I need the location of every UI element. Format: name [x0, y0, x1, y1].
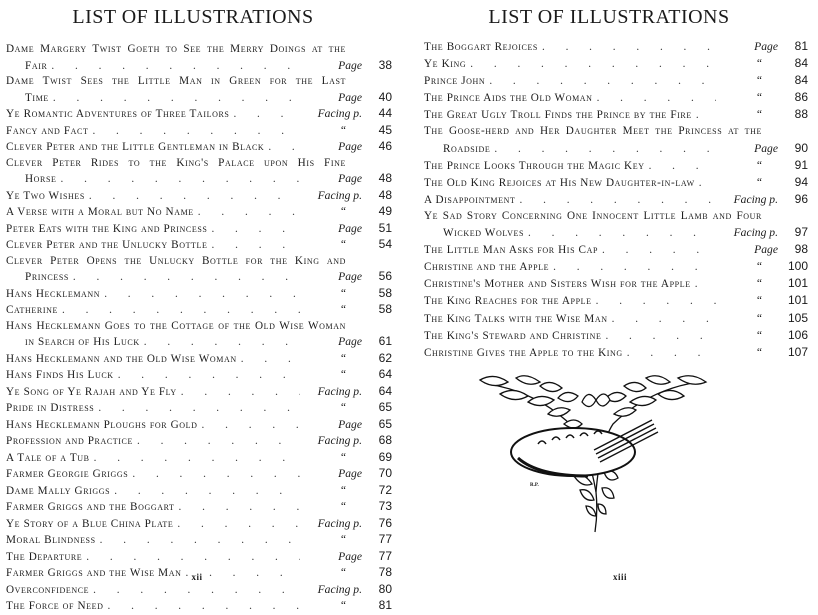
list-item	[6, 42, 392, 74]
entry-title: Moral Blindness	[6, 534, 96, 546]
page-number-value: 40	[378, 89, 392, 104]
dot-leader	[597, 90, 716, 106]
page-title: LIST OF ILLUSTRATIONS	[72, 6, 314, 28]
list-item	[6, 139, 392, 156]
page-number-value: 54	[378, 237, 392, 251]
page-type-label: “	[339, 286, 347, 300]
entry-title: The Boggart Rejoices	[424, 41, 538, 53]
page-number-value: 101	[787, 276, 808, 291]
entry-title: in Search of His Luck	[25, 336, 140, 348]
page-type-label: “	[755, 158, 763, 172]
list-item	[6, 74, 392, 106]
palette-laurel-ornament-icon	[478, 372, 708, 542]
list-item	[6, 598, 392, 615]
page-type-label: “	[339, 450, 347, 464]
entry-title: Ye King	[424, 58, 467, 71]
page-type-label: “	[755, 294, 763, 308]
page-type-label: Facing p.	[317, 434, 362, 447]
page-number-value: 100	[787, 259, 808, 274]
list-item	[6, 450, 392, 467]
page-type-label: “	[755, 175, 763, 189]
list-item	[424, 55, 808, 72]
entry-title: Profession and Practice	[6, 435, 133, 447]
entry-title-line: The Goose-herd and Her Daughter Meet the Princess at the	[424, 125, 762, 138]
page-number-value: 65	[378, 416, 392, 431]
page-number-value: 76	[378, 515, 392, 530]
page-number-value: 58	[378, 285, 392, 300]
list-item	[6, 221, 392, 238]
page-type-label: Facing p.	[733, 226, 778, 240]
page-number-value: 56	[378, 269, 392, 283]
entry-title: Christine Gives the Apple to the King	[424, 346, 623, 359]
page-number-value: 84	[794, 73, 808, 88]
entry-title: Ye Romantic Adventures of Three Tailors	[6, 108, 230, 120]
page-number-value: 77	[378, 532, 392, 546]
entry-title-line: Dame Twist Sees the Little Man in Green for the Last	[6, 75, 346, 87]
page-number-value: 96	[794, 191, 808, 206]
page-number-value: 68	[378, 433, 392, 447]
entry-title-line: Clever Peter Rides to the King's Palace upon His Fine	[6, 156, 346, 169]
list-item	[6, 319, 392, 351]
dot-leader	[605, 328, 716, 344]
page-number-value: 51	[378, 220, 392, 235]
page-type-label: “	[339, 500, 347, 513]
vignette-signature: R.P.	[530, 483, 539, 488]
entry-title: Horse	[25, 173, 57, 185]
list-item	[6, 188, 392, 205]
page-type-label: “	[339, 238, 347, 251]
entry-title: Fancy and Fact	[6, 124, 89, 137]
illustrations-list	[6, 42, 392, 615]
dot-leader	[612, 311, 716, 327]
dot-leader	[98, 401, 300, 417]
list-item	[6, 254, 392, 286]
entry-title: Farmer Griggs and the Boggart	[6, 501, 175, 513]
page-type-label: Facing p.	[317, 384, 362, 398]
entry-title: Prince John	[424, 75, 486, 88]
dot-leader	[108, 599, 300, 615]
list-item	[6, 516, 392, 533]
page-type-label: Page	[338, 58, 362, 72]
page-type-label: Page	[338, 90, 362, 104]
list-item	[6, 204, 392, 221]
page-type-label: “	[755, 260, 763, 274]
palette	[511, 428, 635, 476]
entry-title: Peter Eats with the King and Princess	[6, 222, 208, 235]
page-type-label: “	[755, 74, 763, 88]
list-item	[424, 106, 808, 123]
dot-leader	[602, 242, 716, 258]
list-item	[424, 258, 808, 275]
list-item	[6, 106, 392, 123]
page-number-value: 105	[787, 310, 808, 325]
page-number-value: 48	[378, 187, 392, 202]
page-number-value: 72	[378, 482, 392, 497]
list-item	[6, 417, 392, 434]
entry-title: A Verse with a Moral but No Name	[6, 206, 194, 218]
dot-leader	[699, 175, 716, 191]
page-number-value: 70	[378, 466, 392, 480]
page-number-value: 44	[378, 106, 392, 120]
dot-leader	[104, 287, 300, 303]
dot-leader	[202, 418, 300, 434]
entry-title-line: Hans Hecklemann Goes to the Cottage of the Old Wise Woman	[6, 319, 346, 332]
page-type-label: Page	[338, 549, 362, 563]
list-item	[424, 191, 808, 208]
entry-title: The King's Steward and Christine	[424, 329, 602, 342]
entry-title: Time	[25, 91, 49, 104]
entry-title: Ye Song of Ye Rajah and Ye Fly	[6, 385, 177, 398]
page-number-value: 97	[794, 225, 808, 240]
page-type-label: “	[755, 91, 763, 105]
dot-leader	[132, 467, 300, 483]
page-number: xii	[191, 572, 203, 582]
dot-leader	[470, 56, 716, 72]
list-item	[424, 157, 808, 174]
page-number-value: 80	[378, 581, 392, 596]
list-item	[6, 302, 392, 319]
page-type-label: “	[339, 401, 347, 414]
page-type-label: “	[339, 351, 347, 365]
entry-title: Christine's Mother and Sisters Wish for the Apple	[424, 278, 691, 291]
page-number-value: 90	[794, 140, 808, 155]
illustrations-list	[424, 38, 808, 361]
entry-title: The Little Man Asks for His Cap	[424, 244, 599, 257]
list-item	[6, 237, 392, 254]
page-number-value: 91	[794, 157, 808, 172]
page-number-value: 106	[787, 327, 808, 342]
entry-title: The Prince Looks Through the Magic Key	[424, 159, 645, 172]
page-title: LIST OF ILLUSTRATIONS	[488, 6, 730, 28]
list-item	[6, 286, 392, 303]
list-item	[6, 483, 392, 500]
page-type-label: Facing p.	[733, 192, 778, 206]
list-item	[424, 310, 808, 327]
entry-title: The Departure	[6, 550, 83, 563]
list-item	[424, 241, 808, 258]
entry-title: Dame Mally Griggs	[6, 484, 111, 497]
entry-title: Overconfidence	[6, 583, 90, 596]
dot-leader	[542, 39, 716, 55]
page-number-value: 73	[378, 499, 392, 513]
page-type-label: Facing p.	[317, 582, 362, 596]
dot-leader	[144, 335, 300, 351]
list-item	[424, 292, 808, 309]
dot-leader	[212, 238, 300, 254]
page-number-value: 48	[378, 171, 392, 185]
dot-leader	[241, 352, 300, 368]
dot-leader	[596, 293, 716, 309]
page-type-label: Page	[754, 141, 778, 155]
page-number-value: 45	[378, 122, 392, 137]
entry-title: Hans Hecklemann	[6, 287, 101, 300]
dot-leader	[62, 303, 300, 319]
page-type-label: “	[339, 303, 347, 316]
page-type-label: “	[339, 205, 347, 218]
dot-leader	[61, 172, 300, 188]
dot-leader	[268, 140, 300, 156]
dot-leader	[100, 533, 300, 549]
page-type-label: “	[339, 599, 347, 612]
page-type-label: Page	[338, 270, 362, 283]
entry-title: Farmer Georgie Griggs	[6, 468, 129, 480]
list-item	[6, 400, 392, 417]
dot-leader	[233, 107, 300, 123]
page-number-value: 107	[787, 344, 808, 359]
page-number-value: 78	[378, 565, 392, 579]
page-type-label: Page	[338, 172, 362, 185]
list-item	[6, 123, 392, 140]
dot-leader	[494, 141, 716, 157]
entry-title: A Disappointment	[424, 193, 516, 206]
dot-leader	[92, 124, 300, 140]
page-number-value: 64	[378, 367, 392, 381]
dot-leader	[51, 59, 300, 75]
entry-title: Clever Peter and the Unlucky Bottle	[6, 239, 208, 251]
dot-leader	[553, 259, 716, 275]
entry-title: The King Reaches for the Apple	[424, 295, 592, 308]
entry-title: Catherine	[6, 304, 58, 316]
dot-leader	[627, 345, 716, 361]
dot-leader	[649, 158, 716, 174]
entry-title: Wicked Wolves	[443, 227, 524, 240]
entry-title-line: Dame Margery Twist Goeth to See the Merry Doings at the	[6, 43, 346, 55]
page-number-value: 77	[378, 548, 392, 563]
list-item	[6, 433, 392, 450]
dot-leader	[93, 583, 300, 599]
entry-title-line: Clever Peter Opens the Unlucky Bottle for the King and	[6, 254, 346, 267]
dot-leader	[86, 550, 300, 566]
page-number-value: 64	[378, 383, 392, 398]
entry-title: Christine and the Apple	[424, 261, 550, 274]
entry-title-line: Ye Sad Story Concerning One Innocent Little Lamb and Four	[424, 209, 762, 222]
dot-leader	[53, 91, 300, 107]
page-type-label: Page	[338, 140, 362, 153]
page-number-value: 62	[378, 350, 392, 365]
list-item	[424, 275, 808, 292]
dot-leader	[528, 225, 716, 241]
list-item	[424, 174, 808, 191]
page-number-value: 61	[378, 334, 392, 348]
dot-leader	[181, 385, 300, 401]
page-type-label: Page	[338, 417, 362, 431]
list-item	[424, 208, 808, 241]
dot-leader	[179, 500, 300, 516]
page-number-value: 81	[378, 598, 392, 612]
page-type-label: “	[755, 328, 763, 342]
entry-title: Clever Peter and the Little Gentleman in Black	[6, 141, 265, 153]
list-item	[6, 156, 392, 188]
page-type-label: “	[339, 368, 347, 381]
list-item	[6, 532, 392, 549]
dot-leader	[89, 189, 300, 205]
page-type-label: “	[339, 123, 347, 137]
entry-title: Hans Finds His Luck	[6, 369, 114, 381]
page-number: xiii	[612, 572, 627, 582]
page-number-value: 49	[378, 204, 392, 218]
dot-leader	[211, 222, 300, 238]
list-item	[424, 72, 808, 89]
page-number-value: 38	[378, 57, 392, 72]
dot-leader	[489, 73, 716, 89]
page-type-label: “	[755, 345, 763, 359]
entry-title: The King Talks with the Wise Man	[424, 312, 608, 325]
page-number-value: 98	[794, 242, 808, 257]
dot-leader	[118, 368, 300, 384]
page-type-label: Facing p.	[317, 188, 362, 202]
dot-leader	[198, 205, 300, 221]
page-type-label: “	[339, 483, 347, 497]
page-type-label: Page	[338, 335, 362, 348]
list-item	[424, 327, 808, 344]
right-page	[410, 0, 818, 590]
dot-leader	[94, 451, 300, 467]
page-type-label: Page	[754, 40, 778, 53]
list-item	[6, 351, 392, 368]
entry-title: The Great Ugly Troll Finds the Prince by the Fire	[424, 109, 692, 122]
left-page	[0, 0, 410, 612]
page-number-value: 81	[794, 39, 808, 53]
page-number-value: 46	[378, 139, 392, 153]
entry-title: The Force of Need	[6, 600, 104, 612]
page-number-value: 101	[787, 293, 808, 308]
dot-leader	[177, 517, 300, 533]
page-number-value: 58	[378, 302, 392, 316]
list-item	[6, 367, 392, 384]
page-number-value: 86	[794, 90, 808, 105]
page-type-label: “	[755, 277, 763, 291]
dot-leader	[695, 276, 716, 292]
dot-leader	[520, 192, 717, 208]
list-item	[6, 549, 392, 566]
page-number-value: 94	[794, 174, 808, 189]
list-item	[424, 123, 808, 156]
list-item	[424, 89, 808, 106]
list-item	[424, 38, 808, 55]
list-item	[6, 466, 392, 483]
page-type-label: “	[339, 533, 347, 546]
page-type-label: Facing p.	[317, 107, 362, 120]
list-item	[424, 344, 808, 361]
page-type-label: Page	[754, 243, 778, 257]
entry-title: Ye Story of a Blue China Plate	[6, 517, 174, 530]
page-type-label: Page	[338, 221, 362, 235]
entry-title: Fair	[25, 59, 48, 72]
page-type-label: “	[339, 566, 347, 579]
entry-title: Ye Two Wishes	[6, 189, 85, 202]
entry-title: Princess	[25, 271, 69, 283]
page-number-value: 65	[378, 400, 392, 414]
entry-title: Farmer Griggs and the Wise Man	[6, 567, 182, 579]
list-item	[6, 499, 392, 516]
page-type-label: “	[755, 311, 763, 325]
page-type-label: Facing p.	[317, 516, 362, 530]
entry-title: The Old King Rejoices at His New Daughter-in-law	[424, 176, 695, 189]
entry-title: The Prince Aids the Old Woman	[424, 92, 593, 105]
entry-title: A Tale of a Tub	[6, 451, 90, 464]
page-type-label: Page	[338, 467, 362, 480]
dot-leader	[696, 107, 716, 123]
entry-title: Roadside	[443, 142, 491, 155]
dot-leader	[114, 484, 300, 500]
page-type-label: “	[755, 108, 763, 122]
entry-title: Pride in Distress	[6, 402, 95, 414]
dot-leader	[73, 270, 300, 286]
dot-leader	[137, 434, 300, 450]
entry-title: Hans Hecklemann Ploughs for Gold	[6, 418, 198, 431]
page-number-value: 69	[378, 449, 392, 464]
page-number-value: 88	[794, 107, 808, 122]
page-number-value: 84	[794, 56, 808, 71]
entry-title: Hans Hecklemann and the Old Wise Woman	[6, 352, 237, 365]
page-type-label: “	[755, 57, 763, 71]
list-item	[6, 384, 392, 401]
